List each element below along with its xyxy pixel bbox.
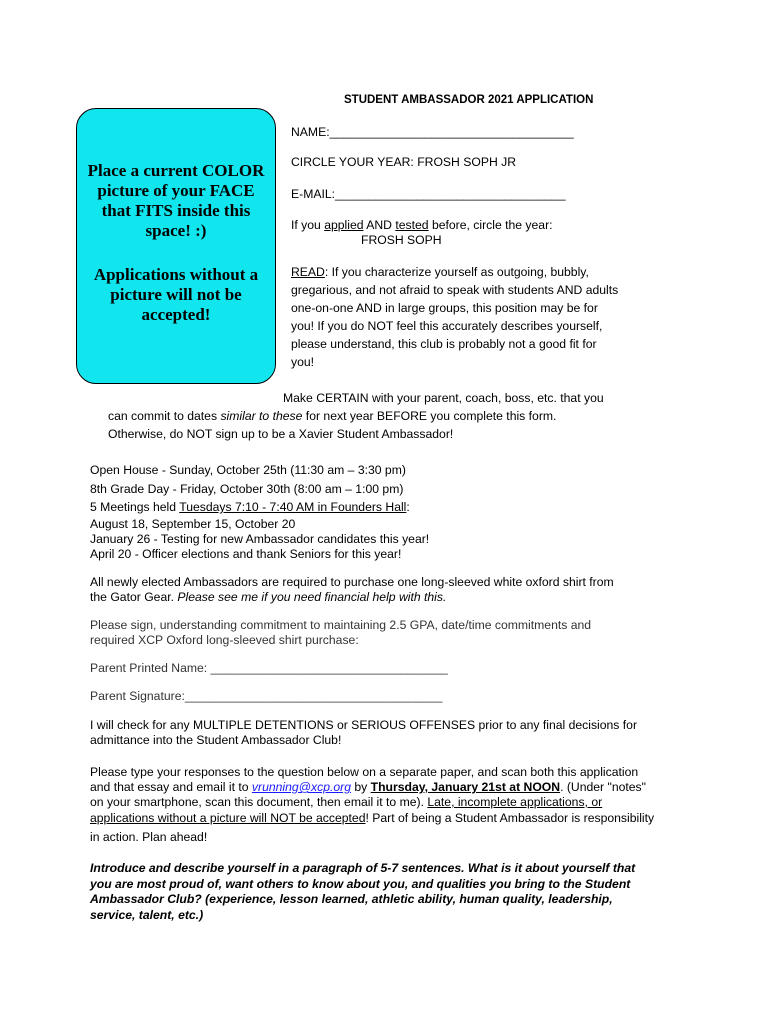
- applied-prefix: If you: [291, 218, 325, 232]
- sign-line-2: required XCP Oxford long-sleeved shirt purchase:: [90, 633, 359, 647]
- read-text-1: : If you characterize yourself as outgoing, bubbly,: [324, 265, 589, 279]
- meetings-pre: 5 Meetings held: [90, 500, 180, 514]
- january-date: January 26 - Testing for new Ambassador candidates this year!: [90, 532, 430, 546]
- essay-prompt-line-2: you are most proud of, want others to know about you, and qualities you bring to the Student: [90, 877, 631, 891]
- certain-line-3: Otherwise, do NOT sign up to be a Xavier Student Ambassador!: [108, 427, 454, 441]
- instructions-line-4-post: ! Part of being a Student Ambassador is responsibility: [365, 811, 655, 825]
- shirt-line-2-pre: the Gator Gear.: [90, 590, 178, 604]
- essay-prompt-line-4: service, talent, etc.): [90, 908, 204, 922]
- sign-line-1: Please sign, understanding commitment to maintaining 2.5 GPA, date/time commitments and: [90, 618, 592, 632]
- essay-prompt-line-1: Introduce and describe yourself in a paragraph of 5-7 sentences. What is it about yourself that: [90, 861, 636, 875]
- read-line-6: you!: [291, 355, 315, 369]
- april-date: April 20 - Officer elections and thank Seniors for this year!: [90, 547, 402, 561]
- certain-line-2: [108, 409, 556, 424]
- read-line-4: you! If you do NOT feel this accurately describes yourself,: [291, 319, 603, 333]
- meeting-dates: August 18, September 15, October 20: [90, 517, 296, 531]
- read-line-1: [291, 265, 589, 280]
- late-warning-2: applications without a picture will NOT be accepted: [90, 811, 366, 825]
- instructions-line-2-post: . (Under "notes": [560, 780, 646, 794]
- name-field[interactable]: NAME:____________________________________: [291, 125, 574, 139]
- applied-word: applied: [324, 218, 364, 232]
- photo-instruction: Place a current COLOR picture of your FACE that FITS inside this space! :): [87, 161, 265, 240]
- photo-warning: Applications without a picture will not be accepted!: [93, 265, 259, 324]
- meetings-time-place: Tuesdays 7:10 - 7:40 AM in Founders Hall: [179, 500, 407, 514]
- instructions-line-3: [90, 795, 602, 810]
- instructions-line-2: [90, 780, 646, 795]
- read-line-5: please understand, this club is probably not a good fit for: [291, 337, 597, 351]
- read-line-2: gregarious, and not afraid to speak with students AND adults: [291, 283, 619, 297]
- applied-years[interactable]: FROSH SOPH: [361, 233, 442, 247]
- essay-prompt-line-3: Ambassador Club? (experience, lesson learned, athletic ability, human quality, leadership,: [90, 892, 613, 906]
- shirt-line-1: All newly elected Ambassadors are required to purchase one long-sleeved white oxford shirt from: [90, 575, 614, 589]
- applied-before-line: [291, 218, 553, 233]
- certain-line-2-post: for next year BEFORE you complete this form.: [302, 409, 557, 423]
- instructions-line-2-mid: by: [351, 780, 371, 794]
- open-house-date: Open House - Sunday, October 25th (11:30 am – 3:30 pm): [90, 463, 406, 477]
- detentions-line-2: admittance into the Student Ambassador Club!: [90, 733, 342, 747]
- photo-placeholder-box[interactable]: [76, 108, 276, 384]
- instructions-line-1: Please type your responses to the question below on a separate paper, and scan both this application: [90, 765, 639, 779]
- late-warning-1: Late, incomplete applications, or: [427, 795, 603, 809]
- meetings-line: [90, 500, 410, 515]
- certain-line-2-italic: similar to these: [220, 409, 303, 423]
- page-title: STUDENT AMBASSADOR 2021 APPLICATION: [344, 94, 594, 106]
- applied-and: AND: [363, 218, 396, 232]
- instructions-line-5: in action. Plan ahead!: [90, 830, 208, 844]
- applied-suffix: before, circle the year:: [428, 218, 553, 232]
- detentions-line-1: I will check for any MULTIPLE DETENTIONS or SERIOUS OFFENSES prior to any final decisions for: [90, 718, 638, 732]
- email-field[interactable]: E-MAIL:__________________________________: [291, 187, 566, 201]
- email-link[interactable]: vrunning@xcp.org: [251, 780, 352, 794]
- instructions-line-4: [90, 811, 654, 826]
- year-selection[interactable]: CIRCLE YOUR YEAR: FROSH SOPH JR: [291, 155, 517, 169]
- read-label: READ: [291, 265, 325, 279]
- instructions-line-3-pre: on your smartphone, scan this document, then email it to me).: [90, 795, 428, 809]
- read-line-3: one-on-one AND in large groups, this position may be for: [291, 301, 598, 315]
- parent-signature-field[interactable]: Parent Signature:______________________________________: [90, 689, 443, 703]
- certain-line-1: Make CERTAIN with your parent, coach, boss, etc. that you: [283, 391, 604, 405]
- shirt-line-2: [90, 590, 446, 605]
- deadline: Thursday, January 21st at NOON: [370, 780, 561, 794]
- tested-word: tested: [395, 218, 429, 232]
- parent-printed-name-field[interactable]: Parent Printed Name: ___________________________________: [90, 661, 448, 675]
- certain-line-2-pre: can commit to dates: [108, 409, 221, 423]
- instructions-line-2-pre: and that essay and email it to: [90, 780, 252, 794]
- shirt-financial-help: Please see me if you need financial help with this.: [177, 590, 447, 604]
- meetings-post: :: [406, 500, 410, 514]
- grade-day-date: 8th Grade Day - Friday, October 30th (8:00 am – 1:00 pm): [90, 482, 404, 496]
